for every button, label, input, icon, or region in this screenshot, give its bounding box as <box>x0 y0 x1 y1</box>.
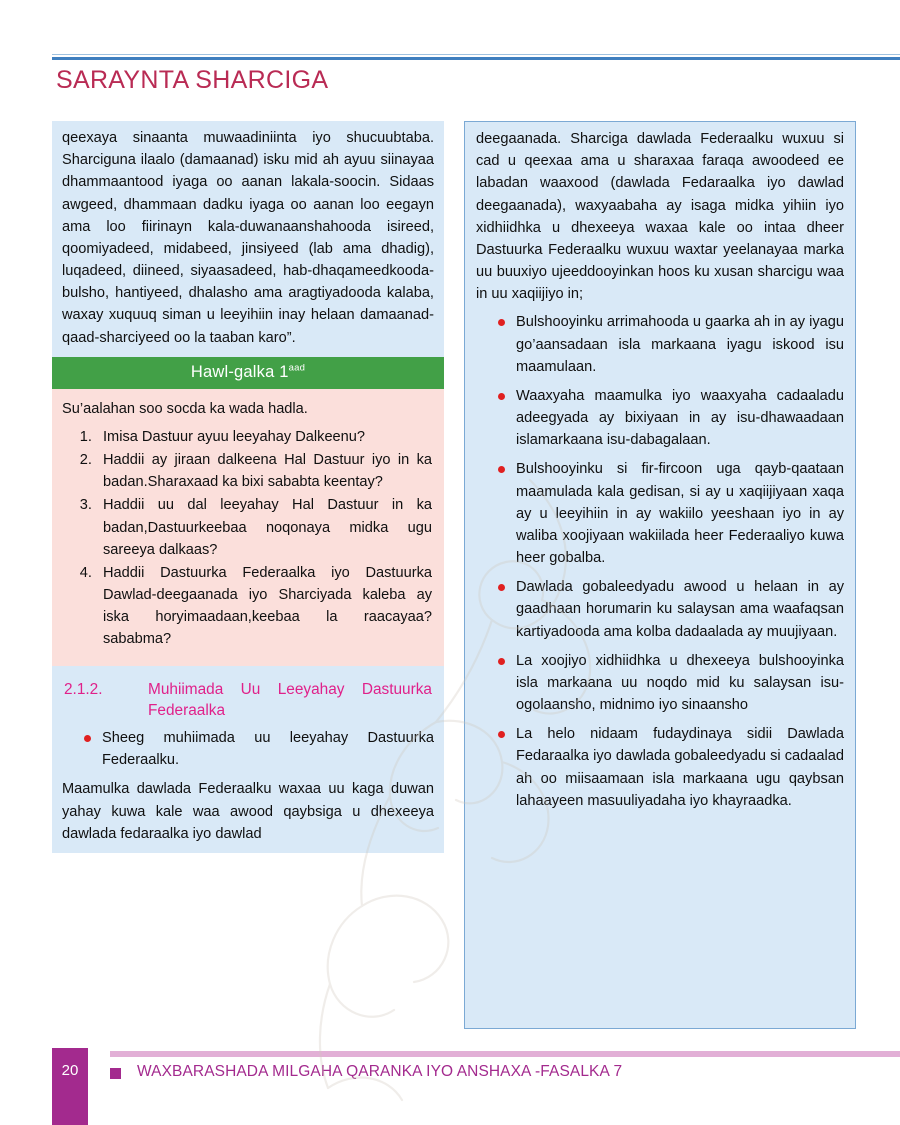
page-title: SARAYNTA SHARCIGA <box>56 66 329 94</box>
right-bullet-list <box>476 311 844 812</box>
header-rule <box>52 57 900 60</box>
right-intro-paragraph: deegaanada. Sharciga dawlada Federaalku wuxuu si cad u qeexaa ama u sharaxaa faraqa awoodeed ee labadan waaxood (dawlada Fedaraalka iyo dawlad deegaanada), waxyaabaha ay isaga midka yihiin iyo xidhiidhka u dhexeeya waxaa kale oo intaa dheer Dastuurka Federaalku wuxuu waxtar yeelanayaa marka uu buuxiyo ujeeddooyinkan hoos ku xusan sharcigu waa in uu xaqiijiyo in; <box>476 131 844 303</box>
list-item: 1. Imisa Dastuur ayuu leeyahay Dalkeenu? <box>96 426 432 448</box>
list-item: Waaxyaha maamulka iyo waaxyaha cadaaladu adeegyada ay bixiyaan in ay isu-dhawaadaan islamarkaana isu-dabagalaan. <box>476 385 844 452</box>
list-item: Bulshooyinku arrimahooda u gaarka ah in ay iyagu go’aansadaan isla markaana iyagu iskood isu maamulaan. <box>476 311 844 378</box>
left-intro-paragraph: qeexaya sinaanta muwaadiniinta iyo shucuubtaba. Sharciguna ilaalo (damaanad) isku mid ah ayuu siinayaa dhammaantood iyaga oo aanan lakala-soocin. Sidaas awgeed, dhammaan dadku iyaga oo aanan loo eegayn ama loo fiirinayn kala-duwanaanshahooda isireed, qoomiyadeed, midabeed, jinsiyeed (lab ama dhadig), luqadeed, diineed, siyaasadeed, hab-dhaqameedkooda-bulsho, hantiyeed, dhalasho ama aragtiyadooda kalaba, waxay xuquuq siman u leeyihiin inay helaan damaanad-qaad-sharciyeed oo la taaban karo”. <box>62 130 434 346</box>
list-item: 4. Haddii Dastuurka Federaalka iyo Dastuurka Dawlad-deegaanada iyo Sharciyada kaleba ay iska horyimaadaan,keebaa la raacayaa?sababma? <box>96 562 432 651</box>
left-section-block <box>52 666 444 853</box>
activity-banner <box>52 357 444 389</box>
section-number: 2.1.2. <box>64 680 103 698</box>
right-column <box>464 121 856 1029</box>
left-closing-paragraph: Maamulka dawlada Federaalku waxaa uu kaga duwan yahay kuwa kale waa awood qaybsiga u dhexeeya dawlada fedaraalka iyo dawlad <box>62 781 434 842</box>
footer-page-box <box>52 1048 88 1125</box>
footer-square-icon <box>110 1068 121 1079</box>
footer-page-number: 20 <box>61 1062 79 1079</box>
activity-banner-superscript: aad <box>288 362 306 374</box>
list-item: Sheeg muhiimada uu leeyahay Dastuurka Federaalku. <box>62 727 434 771</box>
activity-banner-label: Hawl-galka 1 <box>190 362 289 381</box>
left-intro-block <box>52 121 444 357</box>
list-item: 2. Haddii ay jiraan dalkeena Hal Dastuur iyo in ka badan.Sharaxaad ka bixi sababta keentay? <box>96 449 432 493</box>
section-title: Muhiimada Uu Leeyahay Dastuurka Federaalka <box>148 680 432 719</box>
footer-caption: WAXBARASHADA MILGAHA QARANKA IYO ANSHAXA -FASALKA 7 <box>137 1063 623 1080</box>
list-item: La helo nidaam fudaydinaya sidii Dawlada Fedaraalka iyo dawlada gobaleedyadu si cadaalad ah oo miisaamaan isla markaana ugu qaybsan lahaayeen masuuliyadaha iyo khayraadka. <box>476 723 844 812</box>
activity-lead-text: Su’aalahan soo socda ka wada hadla. <box>62 400 308 417</box>
section-bullet-list <box>62 727 434 771</box>
section-heading <box>62 679 434 722</box>
activity-question-list <box>62 426 432 651</box>
activity-question-box <box>52 389 444 666</box>
left-column <box>52 121 444 853</box>
list-item: La xoojiyo xidhiidhka u dhexeeya bulshooyinka isla markaana uu noqdo mid ku salaysan isu-ogolaansho, midnimo iyo sinaansho <box>476 650 844 717</box>
list-item: Dawlada gobaleedyadu awood u helaan in ay gaadhaan horumarin ku salaysan ama waafaqsan kartiyadooda ama kolba dadaalada ay muujiyaan. <box>476 576 844 643</box>
footer-divider-bar <box>110 1051 900 1057</box>
list-item: Bulshooyinku si fir-fircoon uga qayb-qaataan maamulada kala gedisan, si ay u xaqiijiyaan xaqa ay u leeyihiin in ay wakiilo yeeshaan iyo in ay waliba xoojiyaan wakiilada heer Federaaliyo kuwa heer gobalba. <box>476 458 844 569</box>
header-rule-thin <box>52 54 900 55</box>
list-item: 3. Haddii uu dal leeyahay Hal Dastuur in ka badan,Dastuurkeebaa noqonaya midka ugu sareeya dalkaas? <box>96 494 432 561</box>
